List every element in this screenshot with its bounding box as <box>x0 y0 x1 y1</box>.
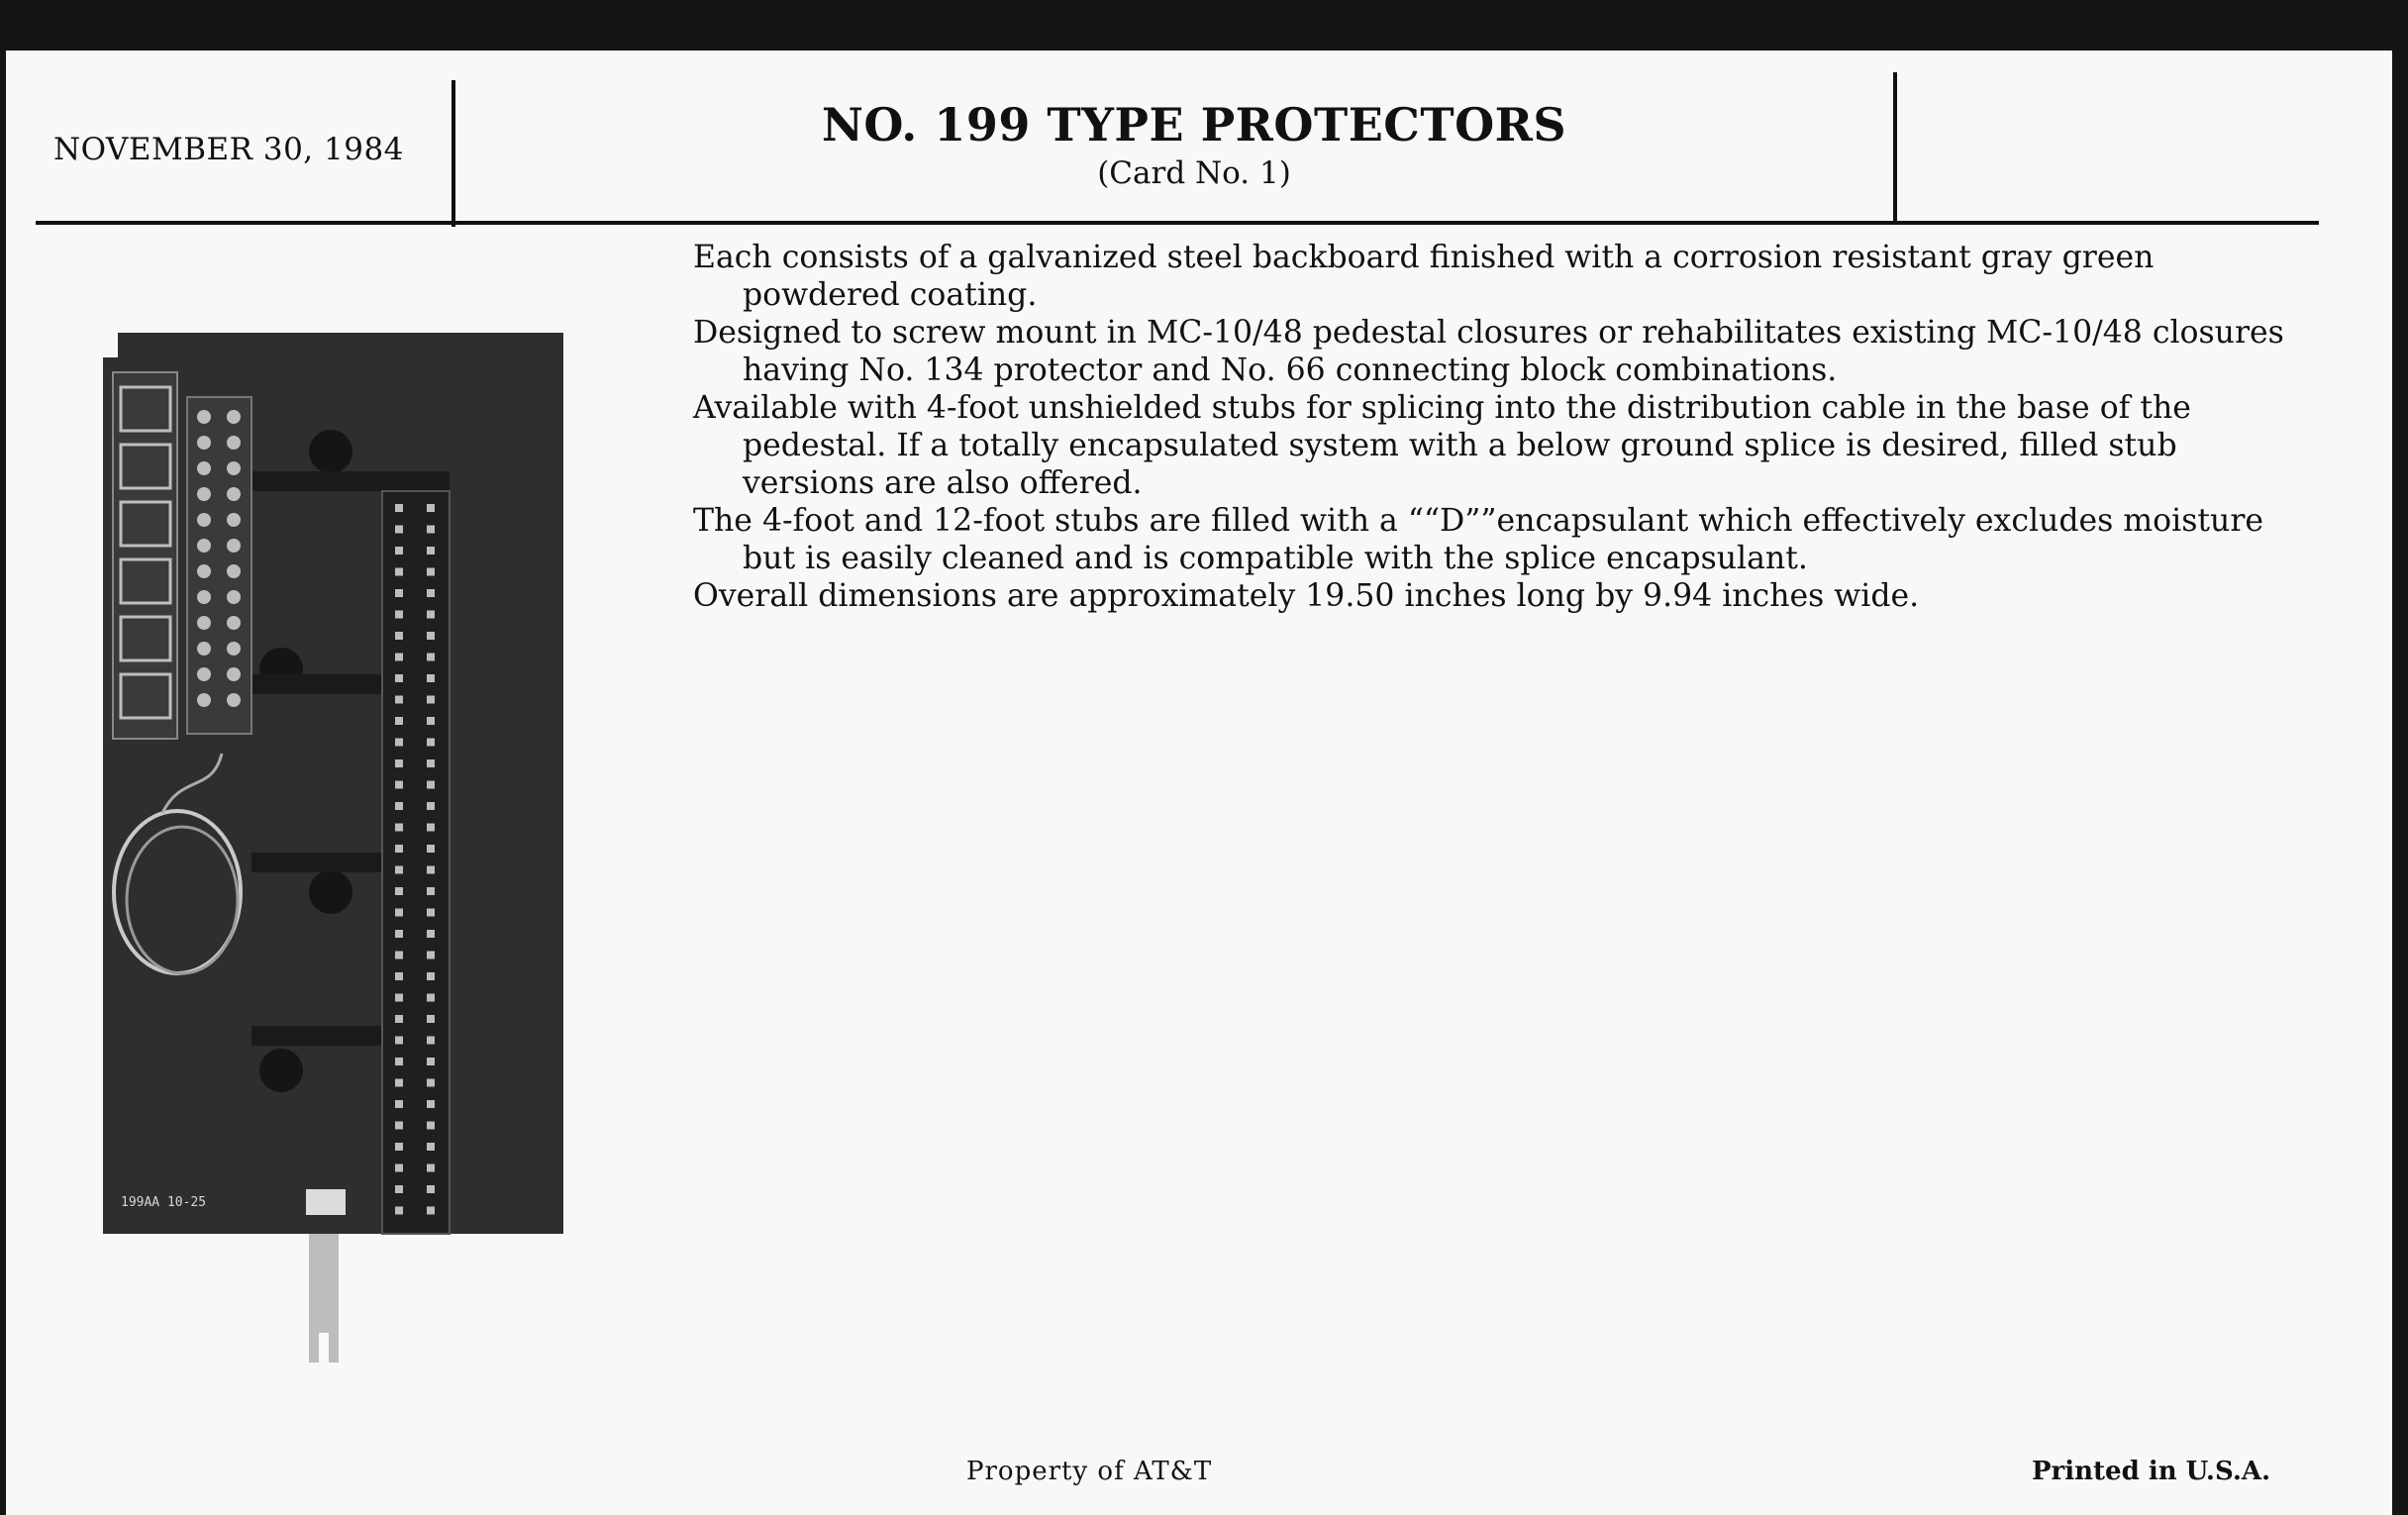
description-body <box>693 239 2297 615</box>
product-photo <box>103 278 568 1367</box>
paragraph-dimensions: Overall dimensions are approximately 19.50 inches long by 9.94 inches wide. <box>693 578 1920 614</box>
footer-printed: Printed in U.S.A. <box>2032 1457 2271 1486</box>
paragraph-encapsulant: The 4-foot and 12-foot stubs are filled with a ““D””encapsulant which effectively excludes moisture but is easily cleaned and is compatible with the splice encapsulant. <box>693 503 2264 576</box>
footer-property: Property of AT&T <box>966 1457 1213 1486</box>
card-subtitle: (Card No. 1) <box>1097 155 1291 191</box>
board-label: 199AA 10-25 <box>121 1195 207 1210</box>
card-title: NO. 199 TYPE PROTECTORS <box>821 98 1567 152</box>
paragraph-mounting: Designed to screw mount in MC-10/48 pedestal closures or rehabilitates existing MC-10/48 closures having No. 134 protector and No. 66 connecting block combinations. <box>693 315 2284 388</box>
paragraph-coating: Each consists of a galvanized steel backboard finished with a corrosion resistant gray green powdered coating. <box>693 240 2155 313</box>
catalog-card <box>6 50 2392 1515</box>
card-date: NOVEMBER 30, 1984 <box>53 132 404 167</box>
header-divider-right <box>1893 72 1897 221</box>
header-divider-left <box>452 80 455 227</box>
paragraph-stubs: Available with 4-foot unshielded stubs for splicing into the distribution cable in the base of the pedestal. If a totally encapsulated system with a below ground splice is desired, filled stub versions are also offered. <box>693 390 2191 501</box>
header-rule <box>36 221 2319 225</box>
